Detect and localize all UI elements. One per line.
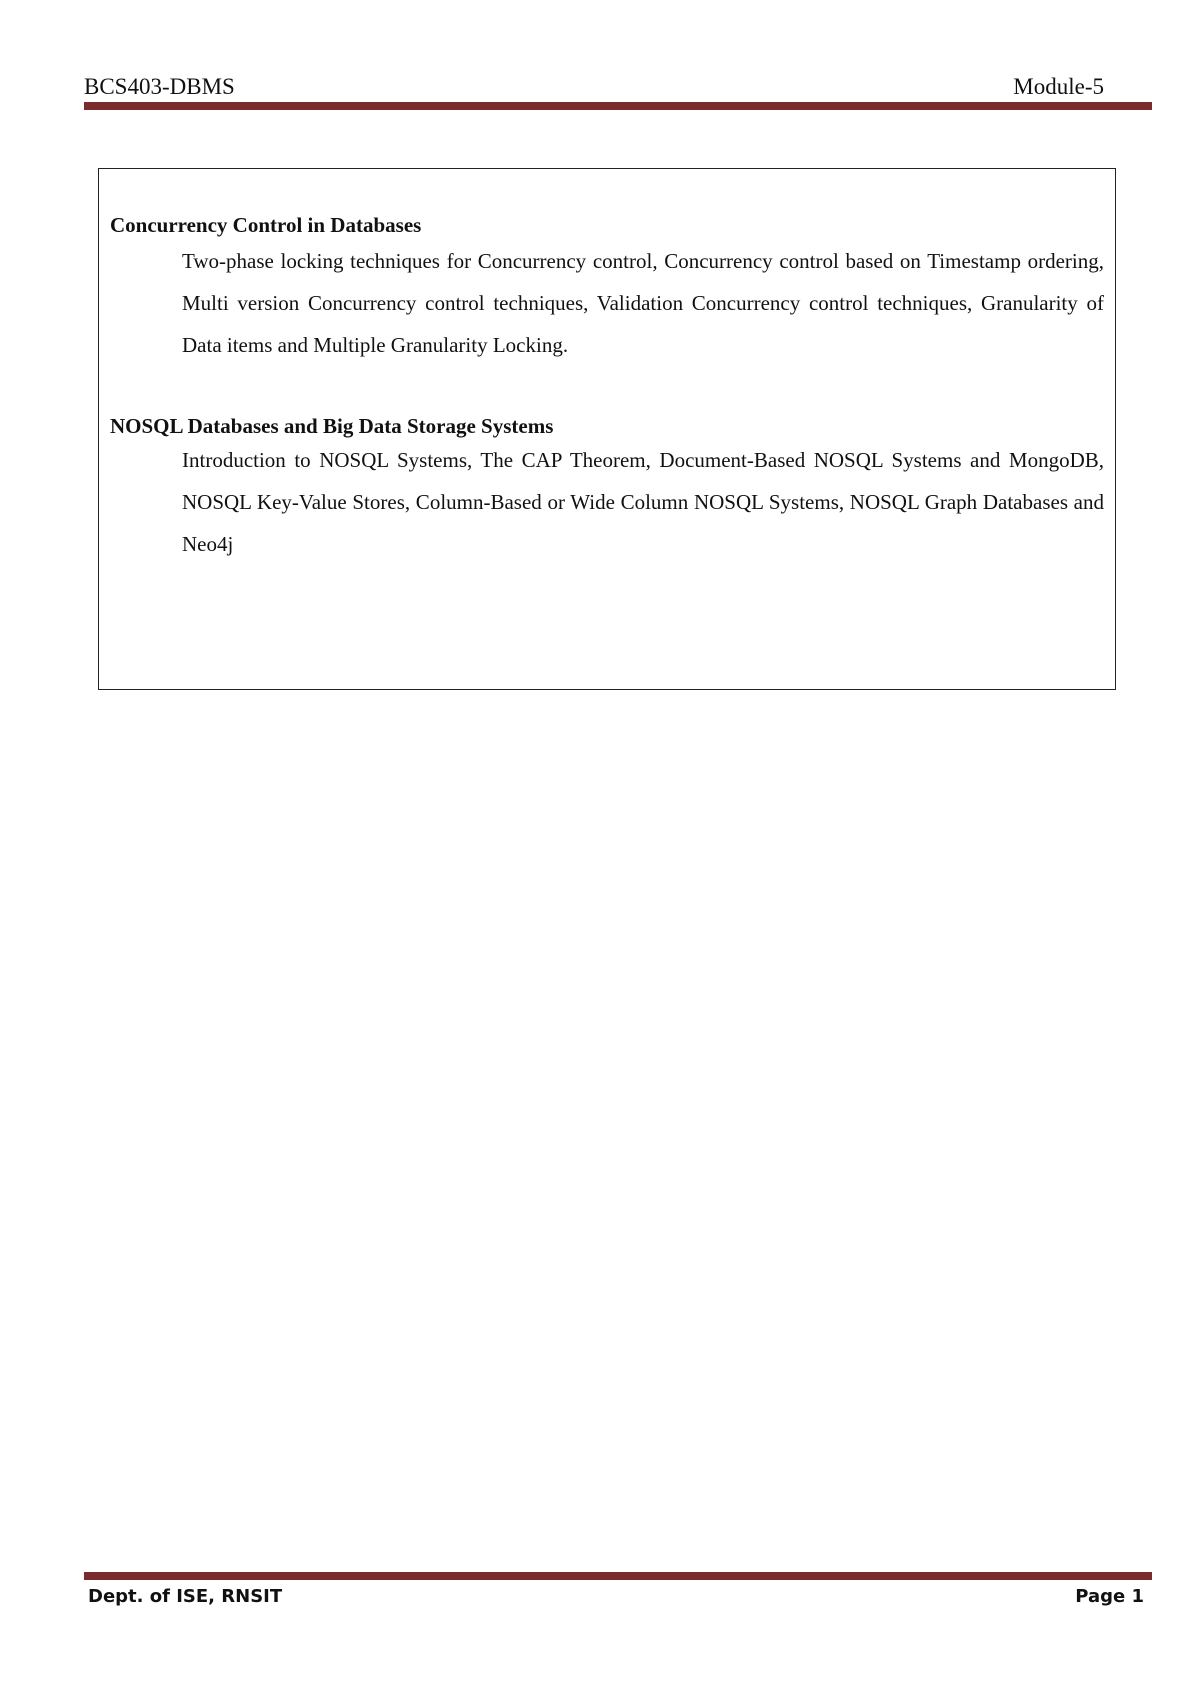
header-rule <box>84 102 1152 110</box>
footer-rule <box>84 1572 1152 1580</box>
section-body-nosql: Introduction to NOSQL Systems, The CAP Theorem, Document-Based NOSQL Systems and MongoDB, NOSQL Key-Value Stores, Column-Based or Wide Column NOSQL Systems, NOSQL Graph Databases and Neo4j <box>182 448 1104 556</box>
page-number: Page 1 <box>1075 1586 1144 1607</box>
section-body-concurrency: Two-phase locking techniques for Concurrency control, Concurrency control based on Timestamp ordering, Multi version Concurrency control techniques, Validation Concurrency control techniques, Granularity of Data items and Multiple Granularity Locking. <box>182 249 1104 357</box>
module-label: Module-5 <box>1013 74 1104 99</box>
section-heading-concurrency: Concurrency Control in Databases <box>110 213 422 237</box>
section-heading-nosql: NOSQL Databases and Big Data Storage Systems <box>110 414 554 438</box>
department-label: Dept. of ISE, RNSIT <box>88 1586 283 1607</box>
page-header <box>84 72 1104 102</box>
syllabus-box <box>98 168 1116 690</box>
course-code: BCS403-DBMS <box>84 74 235 99</box>
page-footer <box>88 1582 1144 1612</box>
